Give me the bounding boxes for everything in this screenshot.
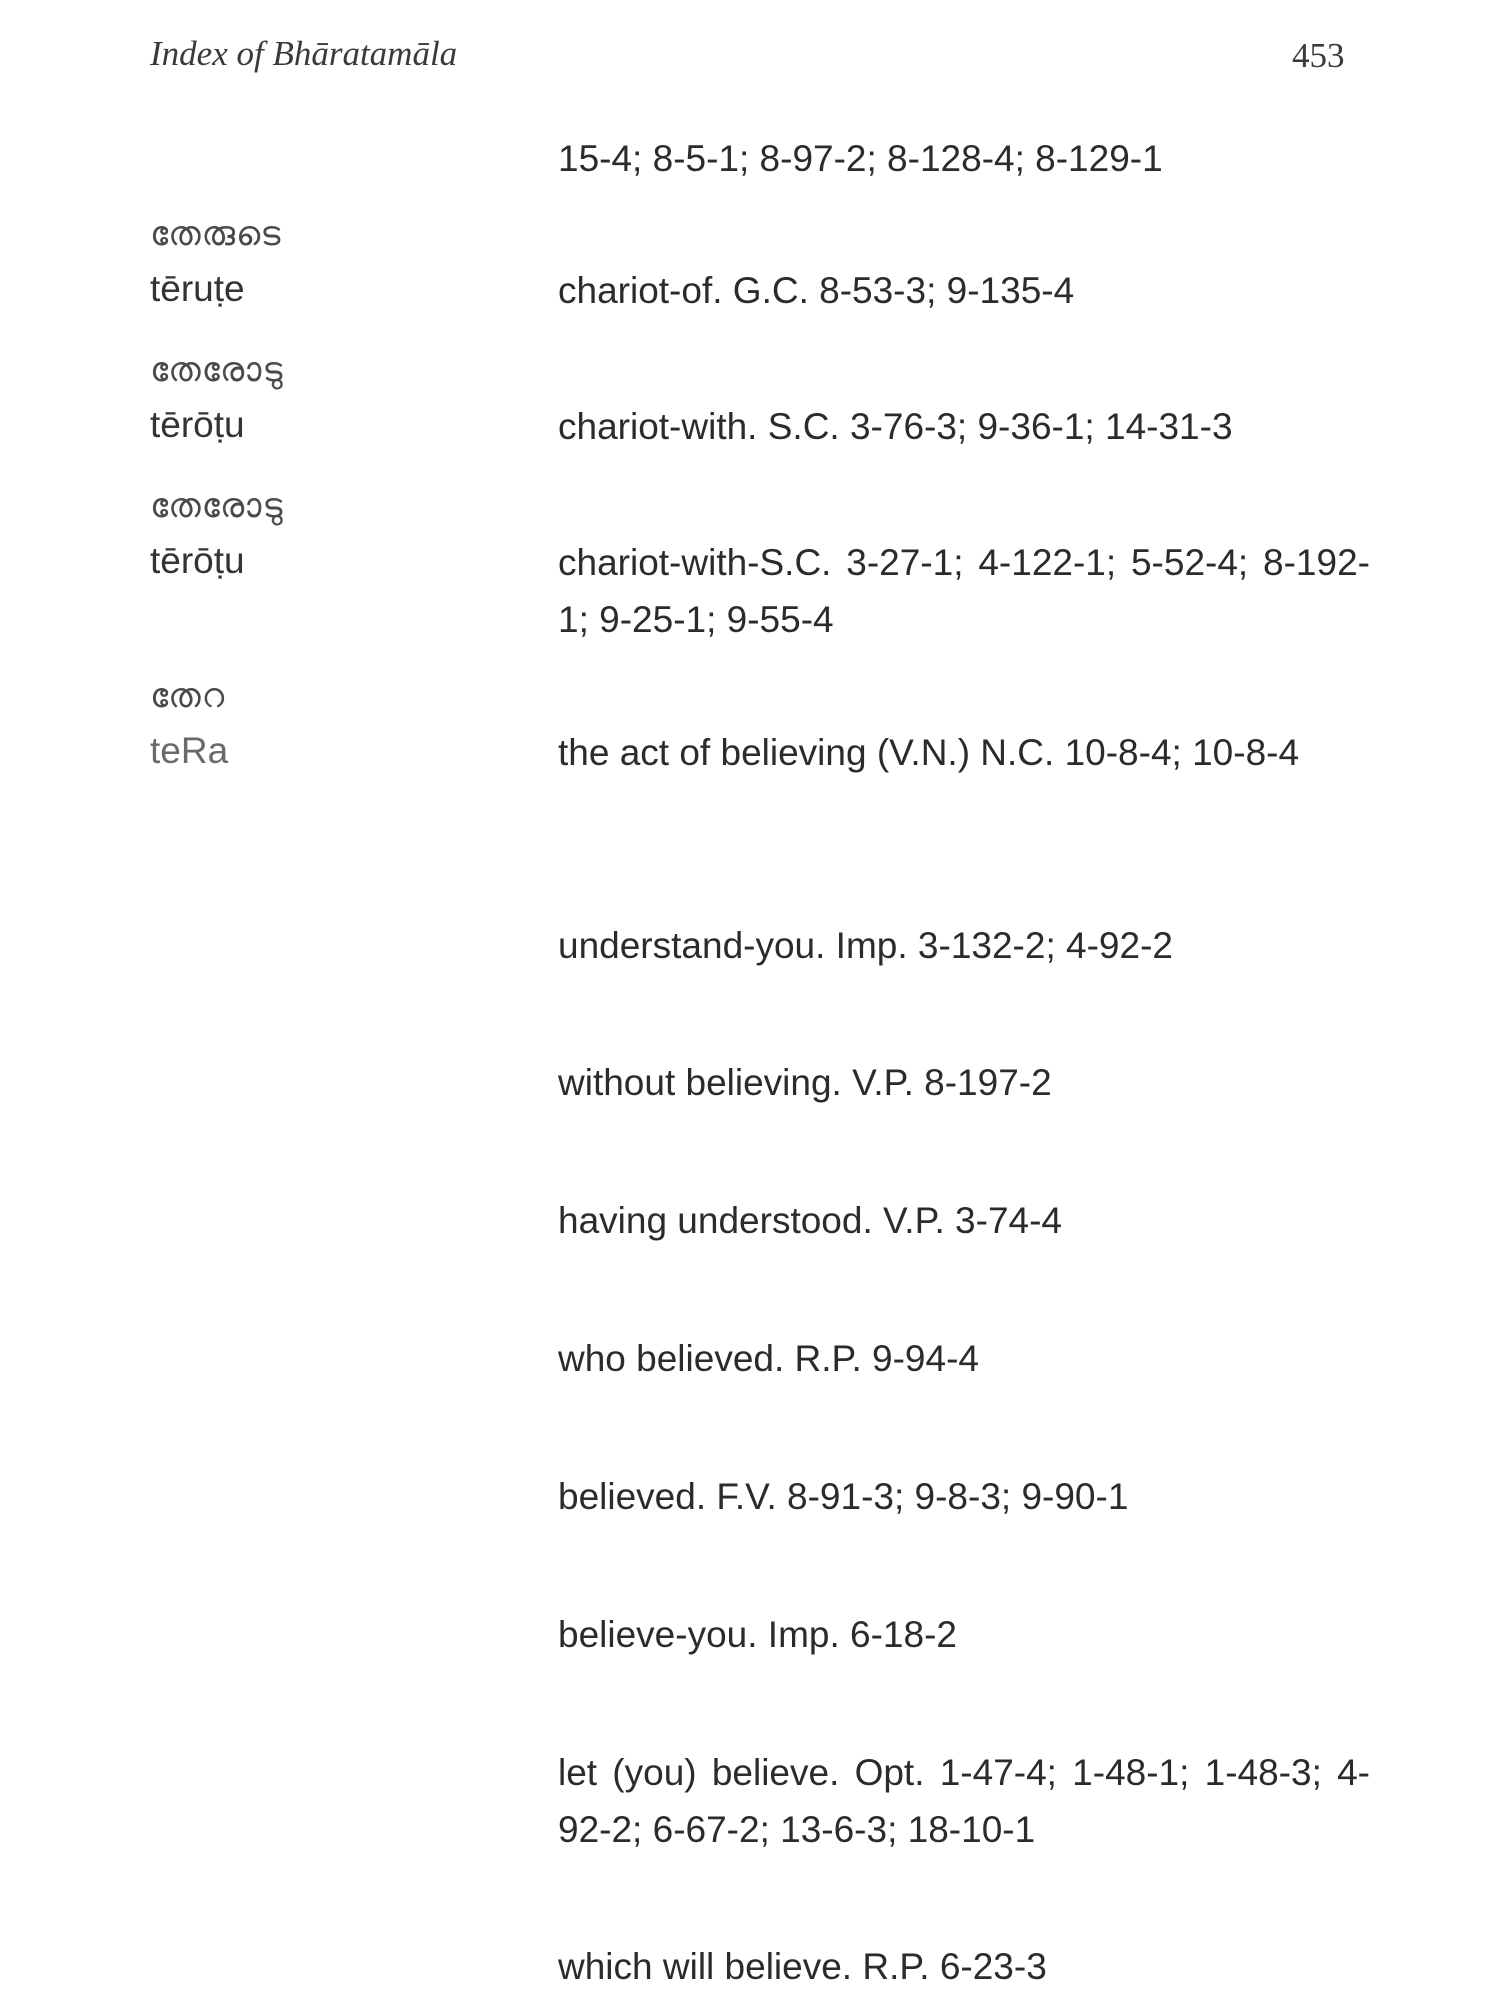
entry-malayalam-headword: തേരുടെ	[150, 214, 282, 254]
entry-malayalam-headword: തേരോടു	[150, 350, 284, 390]
entry-gloss: chariot-with. S.C. 3-76-3; 9-36-1; 14-31-3	[558, 406, 1233, 447]
entry-malayalam-headword: തേറ	[150, 676, 226, 716]
entry-gloss: 15-4; 8-5-1; 8-97-2; 8-128-4; 8-129-1	[558, 138, 1163, 179]
entry-transliteration: tēruṭe	[150, 268, 245, 309]
running-head-title: Index of Bhāratamāla	[150, 34, 458, 73]
entry-gloss: believed. F.V. 8-91-3; 9-8-3; 9-90-1	[558, 1476, 1129, 1517]
entry-gloss: who believed. R.P. 9-94-4	[558, 1338, 979, 1379]
entry-transliteration: tērōṭu	[150, 540, 245, 581]
entry-gloss: which will believe. R.P. 6-23-3	[558, 1946, 1047, 1987]
entry-transliteration: teRa	[150, 730, 229, 771]
entry-gloss: let (you) believe. Opt. 1-47-4; 1-48-1; 1-48-3; 4-92-2; 6-67-2; 13-6-3; 18-10-1	[558, 1752, 1370, 1850]
entry-gloss: without believing. V.P. 8-197-2	[558, 1062, 1052, 1103]
entry-malayalam-headword: തേരോടു	[150, 486, 284, 526]
entry-gloss: chariot-of. G.C. 8-53-3; 9-135-4	[558, 270, 1075, 311]
entry-transliteration: tērōṭu	[150, 404, 245, 445]
entry-gloss: understand-you. Imp. 3-132-2; 4-92-2	[558, 925, 1173, 966]
entry-gloss: the act of believing (V.N.) N.C. 10-8-4; 10-8-4	[558, 732, 1300, 773]
page-number: 453	[1292, 36, 1345, 75]
entry-gloss: chariot-with-S.C. 3-27-1; 4-122-1; 5-52-4; 8-192-1; 9-25-1; 9-55-4	[558, 542, 1370, 640]
entry-gloss: believe-you. Imp. 6-18-2	[558, 1614, 957, 1655]
entry-gloss: having understood. V.P. 3-74-4	[558, 1200, 1062, 1241]
